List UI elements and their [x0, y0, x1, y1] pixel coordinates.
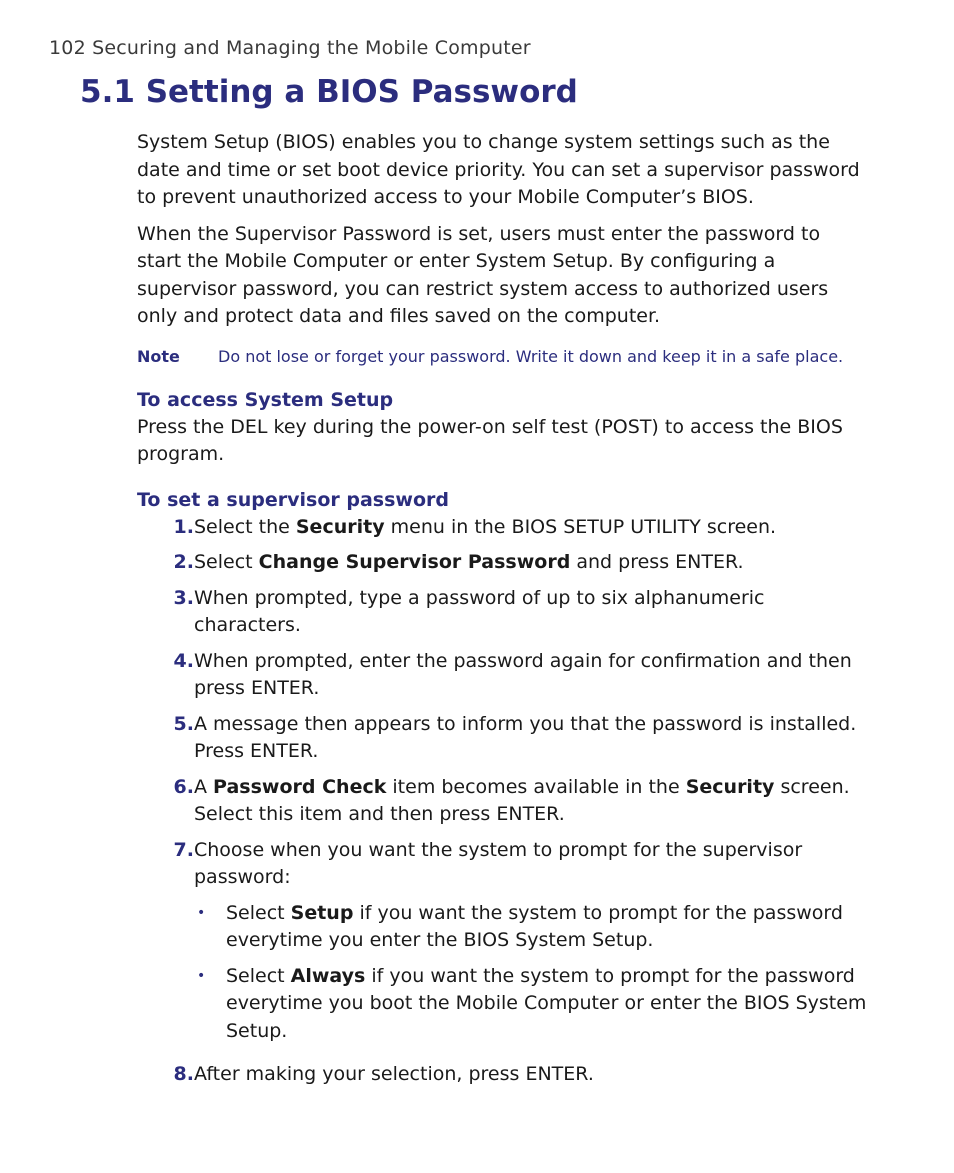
bullet-item-setup [194, 900, 867, 955]
note-box [137, 345, 867, 369]
step-text: When prompted, type a password of up to six alphanumeric characters. [194, 586, 765, 636]
step-text-part: Select [194, 551, 259, 573]
step-text [194, 774, 867, 829]
access-body: Press the DEL key during the power-on self test (POST) to access the BIOS program. [137, 415, 843, 465]
step-number: 7. [173, 838, 194, 861]
bullet-text-part: if you want the system to prompt for the password everytime you enter the BIOS System Setup. [226, 901, 843, 951]
intro-paragraph: System Setup (BIOS) enables you to change system settings such as the date and time or set boot device priority. You can set a supervisor password to prevent unauthorized access to your Mobile Computer’s BIOS. [137, 131, 860, 208]
section-title: 5.1 Setting a BIOS Password [80, 74, 578, 110]
step-number: 4. [173, 649, 194, 672]
step-7 [137, 837, 867, 1054]
bullet-text-bold: Always [290, 964, 366, 987]
step-text-bold: Password Check [213, 775, 387, 798]
step-number: 5. [173, 712, 194, 735]
step-number: 2. [173, 551, 194, 573]
step-text-part: and press ENTER. [570, 551, 744, 573]
step-text-bold: Change Supervisor Password [258, 551, 571, 573]
step-text-part: Choose when you want the system to prompt for the supervisor password: [194, 838, 803, 888]
step-number: 3. [173, 586, 194, 609]
main-content [137, 129, 867, 1097]
step-text-bold: Security [685, 775, 775, 798]
step-text: After making your selection, press ENTER. [194, 1063, 594, 1085]
step-4 [137, 648, 867, 703]
step-text-part: menu in the BIOS SETUP UTILITY screen. [384, 515, 777, 538]
bullet-text-part: Select [226, 901, 291, 924]
step-list [137, 514, 867, 1089]
note-text: Do not lose or forget your password. Write it down and keep it in a safe place. [218, 346, 844, 366]
bullet-text [226, 963, 867, 1046]
step-number: 6. [173, 775, 194, 798]
step-text: A message then appears to inform you that the password is installed. Press ENTER. [194, 712, 857, 762]
bullet-text-part: if you want the system to prompt for the password everytime you boot the Mobile Computer or enter the BIOS System Setup. [226, 964, 867, 1042]
bullet-list [194, 900, 867, 1046]
bullet-icon: • [197, 967, 206, 984]
step-3 [137, 585, 867, 640]
bullet-item-always [194, 963, 867, 1046]
step-1 [137, 514, 867, 542]
note-label: Note [137, 346, 180, 366]
supervisor-heading: To set a supervisor password [137, 488, 449, 511]
step-text-part: item becomes available in the [386, 775, 686, 798]
step-number: 1. [173, 515, 194, 538]
step-text-part: screen. Select this item and then press ENTER. [194, 775, 850, 825]
step-6 [137, 774, 867, 829]
step-text-bold: Security [295, 515, 385, 538]
bullet-text-part: Select [226, 964, 291, 987]
running-header: 102 Securing and Managing the Mobile Computer [49, 37, 531, 59]
step-text [194, 549, 867, 577]
step-text-part: A [194, 775, 214, 798]
step-5 [137, 711, 867, 766]
bullet-text [226, 900, 867, 955]
supervisor-paragraph: When the Supervisor Password is set, users must enter the password to start the Mobile Computer or enter System Setup. By configuring a supervisor password, you can restrict system access to authorized users only and protect data and files saved on the computer. [137, 222, 829, 327]
step-text-part: Select the [194, 515, 296, 538]
step-number: 8. [173, 1063, 194, 1085]
access-heading: To access System Setup [137, 388, 394, 411]
step-2 [137, 549, 867, 577]
step-8 [137, 1061, 867, 1089]
step-text [194, 514, 867, 542]
bullet-icon: • [197, 904, 206, 921]
step-text [194, 837, 867, 1054]
step-text: When prompted, enter the password again for confirmation and then press ENTER. [194, 649, 852, 699]
bullet-text-bold: Setup [290, 901, 354, 924]
